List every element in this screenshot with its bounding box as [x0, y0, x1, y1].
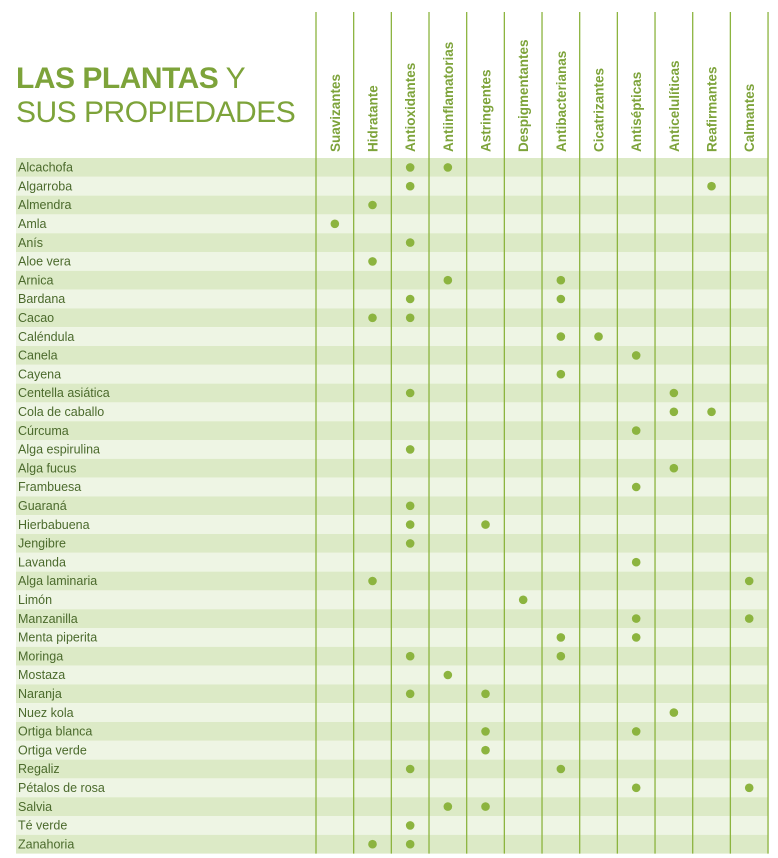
property-dot: [406, 539, 415, 548]
row-label: Alga espirulina: [18, 442, 100, 457]
property-dot: [406, 765, 415, 774]
row-label: Té verde: [18, 818, 68, 833]
row-label: Naranja: [18, 687, 62, 701]
row-label: Cacao: [18, 311, 55, 325]
property-dot: [557, 295, 566, 304]
column-header: Antiinflamatorias: [440, 41, 456, 152]
row-label: Anís: [18, 235, 44, 250]
property-dot: [368, 257, 377, 266]
property-dot: [368, 201, 377, 210]
property-dot: [707, 182, 716, 191]
property-dot: [406, 821, 415, 830]
property-dot: [444, 276, 453, 285]
property-dot: [632, 351, 641, 360]
property-dot: [557, 332, 566, 341]
property-dot: [406, 163, 415, 172]
row-label: Arnica: [18, 273, 54, 288]
row-label: Amla: [18, 217, 47, 231]
column-header: Antibacterianas: [553, 50, 569, 152]
row-label: Almendra: [18, 198, 72, 213]
row-label: Frambuesa: [18, 480, 82, 495]
row-label: Canela: [18, 348, 58, 363]
property-dot: [444, 802, 453, 811]
property-dot: [368, 314, 377, 323]
row-label: Menta piperita: [18, 630, 98, 645]
property-dot: [745, 614, 754, 623]
row-label: Salvia: [18, 799, 53, 814]
property-dot: [406, 238, 415, 247]
title-rest: Y: [218, 62, 246, 95]
property-dot: [481, 746, 490, 755]
property-dot: [481, 690, 490, 699]
property-dot: [481, 727, 490, 736]
property-dot: [406, 502, 415, 511]
property-dot: [444, 163, 453, 172]
property-dot: [557, 276, 566, 285]
property-dot: [406, 445, 415, 454]
row-label: Mostaza: [18, 668, 66, 683]
row-label: Alcachofa: [18, 160, 73, 175]
row-label: Cola de caballo: [18, 405, 105, 419]
property-dot: [406, 295, 415, 304]
property-dot: [557, 370, 566, 379]
property-dot: [632, 784, 641, 793]
row-label: Nuez kola: [18, 705, 74, 720]
property-dot: [406, 389, 415, 398]
row-label: Alga laminaria: [18, 574, 98, 589]
row-label: Cúrcuma: [18, 423, 69, 438]
property-dot: [406, 314, 415, 323]
row-label: Caléndula: [18, 329, 75, 344]
row-label: Ortiga verde: [18, 743, 87, 758]
property-dot: [331, 220, 340, 229]
property-dot: [406, 520, 415, 529]
column-header: Astringentes: [478, 69, 494, 152]
property-dot: [406, 182, 415, 191]
column-header: Antisépticas: [629, 71, 645, 152]
property-dot: [632, 426, 641, 435]
column-header: Despigmentantes: [516, 39, 532, 152]
row-label: Pétalos de rosa: [18, 781, 105, 795]
property-dot: [670, 389, 679, 398]
property-dot: [368, 840, 377, 849]
property-dot: [557, 633, 566, 642]
property-dot: [557, 765, 566, 774]
property-dot: [368, 577, 377, 586]
column-header: Cicatrizantes: [591, 67, 607, 152]
row-label: Lavanda: [18, 555, 66, 570]
property-dot: [557, 652, 566, 661]
property-dot: [745, 577, 754, 586]
property-dot: [670, 408, 679, 417]
property-dot: [632, 483, 641, 492]
property-dot: [632, 727, 641, 736]
row-label: Alga fucus: [18, 461, 77, 476]
property-dot: [406, 690, 415, 699]
row-label: Hierbabuena: [18, 517, 90, 532]
property-dot: [444, 671, 453, 680]
title-line2: SUS PROPIEDADES: [16, 96, 296, 129]
column-header: Calmantes: [742, 83, 758, 152]
property-dot: [632, 558, 641, 567]
column-header: Suavizantes: [327, 73, 343, 152]
row-label: Aloe vera: [18, 254, 71, 269]
row-label: Ortiga blanca: [18, 724, 93, 739]
row-label: Zanahoria: [18, 837, 75, 852]
property-dot: [406, 840, 415, 849]
row-label: Manzanilla: [18, 611, 78, 626]
property-dot: [707, 408, 716, 417]
property-dot: [670, 708, 679, 717]
title-bold: LAS PLANTAS: [16, 62, 219, 95]
row-label: Moringa: [18, 649, 64, 664]
row-label: Regaliz: [18, 762, 60, 777]
property-dot: [481, 520, 490, 529]
column-header: Hidratante: [365, 85, 381, 152]
column-header: Anticelulíticas: [666, 60, 682, 152]
property-dot: [632, 633, 641, 642]
row-label: Algarroba: [18, 179, 73, 194]
row-label: Centella asiática: [18, 386, 110, 401]
property-dot: [519, 596, 528, 605]
row-label: Limón: [18, 593, 53, 607]
row-label: Guaraná: [18, 499, 67, 513]
property-dot: [670, 464, 679, 473]
column-header: Reafirmantes: [704, 66, 720, 152]
property-dot: [481, 802, 490, 811]
row-label: Jengibre: [18, 536, 66, 551]
property-dot: [406, 652, 415, 661]
row-label: Bardana: [18, 292, 66, 307]
property-dot: [745, 784, 754, 793]
property-dot: [632, 614, 641, 623]
column-header: Antioxidantes: [403, 62, 419, 152]
row-label: Cayena: [18, 367, 62, 382]
property-dot: [594, 332, 603, 341]
